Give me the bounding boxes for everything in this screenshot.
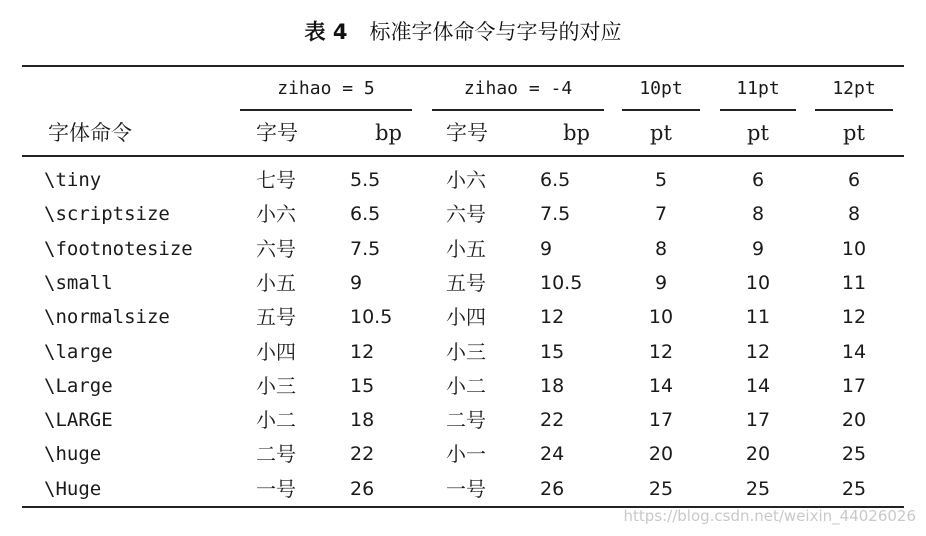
table-cell: 14 [648,374,674,397]
table-cell: 6 [751,169,765,191]
table-cell: 10 [745,271,771,294]
table-cell: 一号 [256,476,296,501]
table-cell: 25 [841,443,867,466]
table-cell: 9 [654,271,668,294]
table-cell: 小五 [256,270,296,295]
table-cell: 小三 [256,373,296,398]
column-header: 字号 [256,121,298,145]
group-header-underline [815,109,893,111]
table-cell: 12 [841,306,867,329]
table-cell: 10.5 [350,306,393,329]
table-cell: 10.5 [540,271,583,294]
table-cell: 8 [654,237,668,260]
table-cell: 20 [745,443,771,466]
table-cell: 六号 [446,202,486,227]
table-cell: 5.5 [350,169,381,191]
font-command-cell: \Large [44,374,113,397]
group-header-underline [720,109,796,111]
table-cell: 六号 [256,236,296,261]
group-header: zihao = -4 [463,78,573,99]
table-cell: 26 [540,477,565,500]
table-cell: 8 [847,203,861,226]
font-command-cell: \LARGE [44,409,113,432]
table-cell: 7 [654,203,668,226]
font-command-cell: \small [44,271,113,294]
group-header: 10pt [639,78,683,99]
table-cell: 7.5 [350,237,381,260]
column-header: bp [375,121,402,145]
table-cell: 8 [751,203,765,226]
table-cell: 25 [745,477,771,500]
top-rule [22,65,904,67]
column-header: pt [650,121,672,145]
table-cell: 10 [648,306,674,329]
group-header: 11pt [736,78,780,99]
table-cell: 17 [745,409,771,432]
table-cell: 小六 [446,168,486,192]
font-command-cell: \normalsize [44,306,170,329]
table-cell: 9 [350,271,363,294]
table-cell: 14 [841,340,867,363]
table-cell: 小二 [256,408,296,433]
table-cell: 6.5 [350,203,381,226]
table-cell: 7.5 [540,203,571,226]
table-cell: 11 [841,271,867,294]
table-cell: 15 [350,374,375,397]
font-command-cell: \scriptsize [44,203,170,226]
table-cell: 二号 [446,408,486,433]
table-number: 表 4 [304,20,348,44]
font-command-cell: \footnotesize [44,237,193,260]
table-cell: 12 [540,306,565,329]
table-cell: 小五 [446,236,486,261]
column-header: pt [843,121,865,145]
font-command-cell: \large [44,340,113,363]
table-cell: 七号 [256,168,296,192]
table-cell: 一号 [446,476,486,501]
table-cell: 18 [350,409,375,432]
table-cell: 9 [540,237,553,260]
table-cell: 小一 [446,442,486,467]
table-cell: 24 [540,443,565,466]
table-cell: 五号 [256,305,296,330]
table-cell: 26 [350,477,375,500]
table-cell: 五号 [446,270,486,295]
watermark: https://blog.csdn.net/weixin_44026026 [623,507,916,525]
table-cell: 小四 [446,305,486,330]
font-command-cell: \tiny [44,169,102,191]
group-header-underline [432,109,604,111]
table-cell: 6 [847,169,861,191]
group-header-underline [240,109,412,111]
column-header: 字体命令 [48,121,132,145]
table-cell: 20 [648,443,674,466]
table-caption [0,16,926,46]
table-cell: 18 [540,374,565,397]
column-header: 字号 [446,121,488,145]
table-cell: 小三 [446,339,486,364]
table-cell: 20 [841,409,867,432]
table-cell: 15 [540,340,565,363]
table-cell: 25 [841,477,867,500]
table-cell: 17 [648,409,674,432]
table-cell: 小四 [256,339,296,364]
table-cell: 17 [841,374,867,397]
table-cell: 5 [654,169,668,191]
table-cell: 二号 [256,442,296,467]
table-cell: 12 [745,340,771,363]
column-header: bp [563,121,590,145]
table-title: 标准字体命令与字号的对应 [369,20,622,44]
group-header: zihao = 5 [277,78,375,99]
header-rule [22,155,904,157]
table-cell: 11 [745,306,771,329]
group-header: 12pt [832,78,876,99]
font-command-cell: \huge [44,443,102,466]
table-cell: 14 [745,374,771,397]
table-cell: 9 [751,237,765,260]
table-cell: 12 [648,340,674,363]
table-cell: 22 [350,443,375,466]
table-cell: 25 [648,477,674,500]
table-cell: 6.5 [540,169,571,191]
table-cell: 小二 [446,373,486,398]
group-header-underline [622,109,700,111]
table-cell: 小六 [256,202,296,227]
table-cell: 22 [540,409,565,432]
table-cell: 12 [350,340,375,363]
font-command-cell: \Huge [44,477,102,500]
table-cell: 10 [841,237,867,260]
column-header: pt [747,121,769,145]
